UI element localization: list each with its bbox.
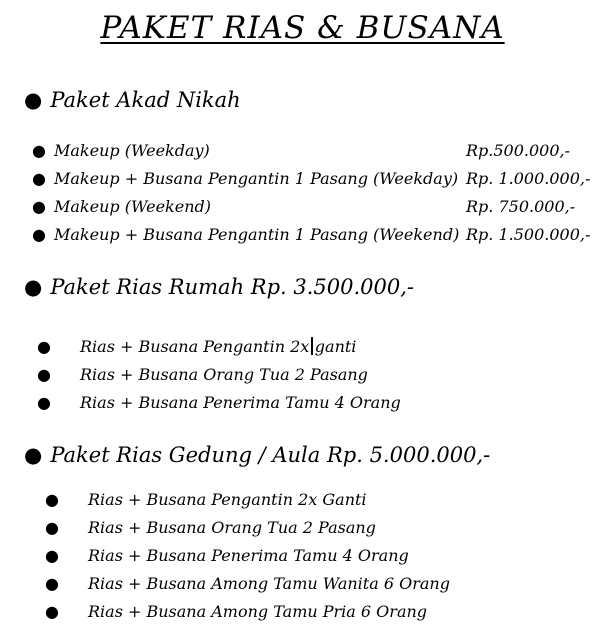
list-item: Rias + Busana Among Tamu Wanita 6 Orang bbox=[88, 574, 450, 593]
bullet-icon: ● bbox=[37, 337, 51, 356]
list-item: Rias + Busana Penerima Tamu 4 Orang bbox=[88, 546, 409, 565]
section-heading-label: Paket Rias Rumah Rp. 3.500.000,- bbox=[50, 275, 415, 299]
section-heading-gedung bbox=[24, 443, 490, 467]
list-item-text: ganti bbox=[314, 337, 357, 356]
text-cursor bbox=[311, 337, 313, 355]
bullet-icon: ● bbox=[37, 365, 51, 384]
price: Rp. 1.500.000,- bbox=[466, 225, 591, 244]
bullet-icon: ● bbox=[24, 443, 43, 467]
list-item: Rias + Busana Among Tamu Pria 6 Orang bbox=[88, 602, 428, 621]
price: Rp. 750.000,- bbox=[466, 197, 576, 216]
bullet-icon: ● bbox=[45, 546, 59, 565]
price: Rp. 1.000.000,- bbox=[466, 169, 591, 188]
list-item-text: Rias + Busana Pengantin 2x bbox=[80, 337, 310, 356]
bullet-icon: ● bbox=[45, 602, 59, 621]
bullet-icon: ● bbox=[32, 225, 46, 244]
bullet-icon: ● bbox=[24, 275, 43, 299]
bullet-icon: ● bbox=[45, 518, 59, 537]
list-item: Rias + Busana Orang Tua 2 Pasang bbox=[88, 518, 376, 537]
bullet-icon: ● bbox=[45, 574, 59, 593]
bullet-icon: ● bbox=[24, 88, 43, 112]
list-item: Makeup + Busana Pengantin 1 Pasang (Weekend) bbox=[54, 225, 460, 244]
bullet-icon: ● bbox=[32, 141, 46, 160]
bullet-icon: ● bbox=[37, 393, 51, 412]
list-item: Rias + Busana Pengantin 2x Ganti bbox=[88, 490, 367, 509]
list-item: Makeup (Weekday) bbox=[54, 141, 210, 160]
list-item bbox=[80, 337, 356, 356]
section-heading-akad bbox=[24, 88, 241, 112]
section-heading-label: Paket Akad Nikah bbox=[50, 88, 241, 112]
section-heading-rumah bbox=[24, 275, 414, 299]
list-item: Rias + Busana Orang Tua 2 Pasang bbox=[80, 365, 368, 384]
list-item: Rias + Busana Penerima Tamu 4 Orang bbox=[80, 393, 401, 412]
bullet-icon: ● bbox=[32, 169, 46, 188]
list-item: Makeup (Weekend) bbox=[54, 197, 211, 216]
bullet-icon: ● bbox=[45, 490, 59, 509]
price: Rp.500.000,- bbox=[466, 141, 571, 160]
section-heading-label: Paket Rias Gedung / Aula Rp. 5.000.000,- bbox=[50, 443, 491, 467]
bullet-icon: ● bbox=[32, 197, 46, 216]
page-title: PAKET RIAS & BUSANA bbox=[100, 10, 505, 46]
list-item: Makeup + Busana Pengantin 1 Pasang (Weekday) bbox=[54, 169, 459, 188]
